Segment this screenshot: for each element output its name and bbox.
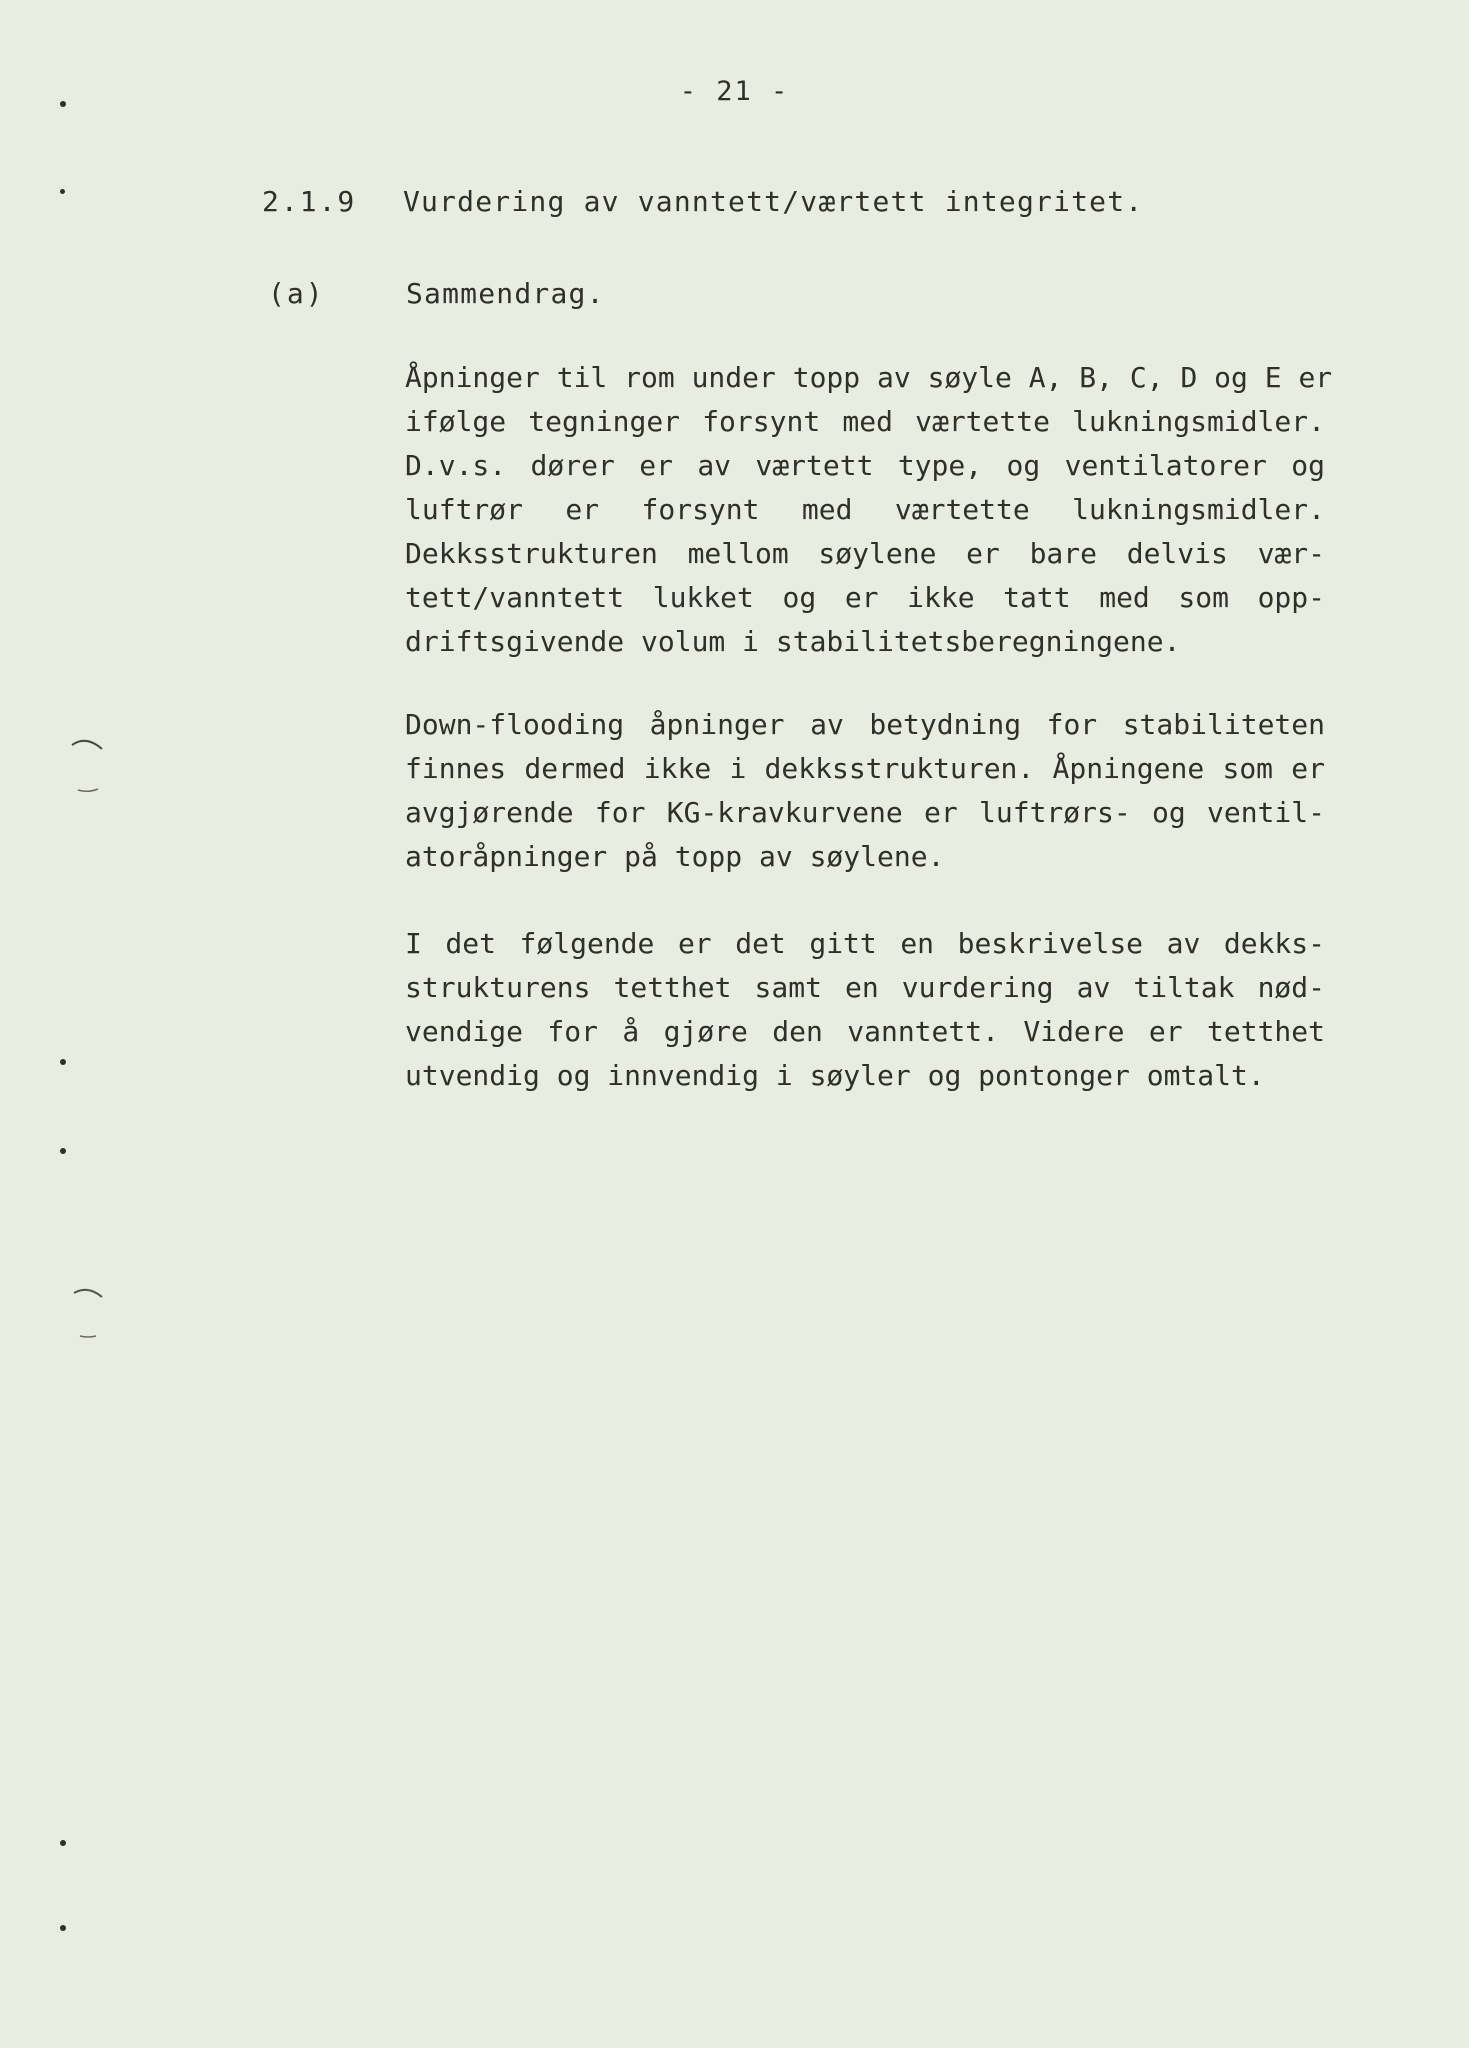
punch-mark bbox=[60, 1840, 66, 1846]
paragraph-line: driftsgivende volum i stabilitetsberegningene. bbox=[405, 625, 1181, 658]
paragraph-line: utvendig og innvendig i søyler og pontonger omtalt. bbox=[405, 1059, 1265, 1092]
paragraph-down-flooding bbox=[405, 703, 1325, 879]
scan-artifact bbox=[70, 735, 110, 795]
subsection-label: (a) bbox=[268, 277, 325, 310]
punch-mark bbox=[60, 101, 66, 107]
scan-artifact bbox=[72, 1285, 112, 1345]
paragraph-line: tett/vanntett lukket og er ikke tatt med som opp- bbox=[405, 581, 1325, 614]
section-number: 2.1.9 bbox=[262, 185, 357, 218]
paragraph-line: vendige for å gjøre den vanntett. Videre er tetthet bbox=[405, 1015, 1325, 1048]
section-title: Vurdering av vanntett/værtett integritet. bbox=[403, 185, 1144, 218]
punch-mark bbox=[60, 1059, 66, 1065]
paragraph-line: ifølge tegninger forsynt med værtette lukningsmidler. bbox=[405, 405, 1325, 438]
paragraph-line: Åpninger til rom under topp av søyle A, B, C, D og E er bbox=[405, 361, 1333, 394]
paragraph-description bbox=[405, 922, 1325, 1098]
paragraph-line: finnes dermed ikke i dekksstrukturen. Åpningene som er bbox=[405, 752, 1325, 785]
paragraph-line: D.v.s. dører er av værtett type, og ventilatorer og bbox=[405, 449, 1325, 482]
punch-mark bbox=[60, 1925, 66, 1931]
subsection-title: Sammendrag. bbox=[406, 277, 605, 310]
paragraph-line: Down-flooding åpninger av betydning for stabiliteten bbox=[405, 708, 1325, 741]
paragraph-openings bbox=[405, 356, 1333, 664]
punch-mark bbox=[60, 1148, 66, 1154]
paragraph-line: Dekksstrukturen mellom søylene er bare delvis vær- bbox=[405, 537, 1325, 570]
punch-mark bbox=[60, 189, 65, 194]
paragraph-line: I det følgende er det gitt en beskrivelse av dekks- bbox=[405, 927, 1325, 960]
paragraph-line: atoråpninger på topp av søylene. bbox=[405, 840, 945, 873]
paragraph-line: avgjørende for KG-kravkurvene er luftrørs- og ventil- bbox=[405, 796, 1325, 829]
paragraph-line: luftrør er forsynt med værtette lukningsmidler. bbox=[405, 493, 1325, 526]
paragraph-line: strukturens tetthet samt en vurdering av tiltak nød- bbox=[405, 971, 1325, 1004]
page-number: - 21 - bbox=[679, 76, 790, 107]
